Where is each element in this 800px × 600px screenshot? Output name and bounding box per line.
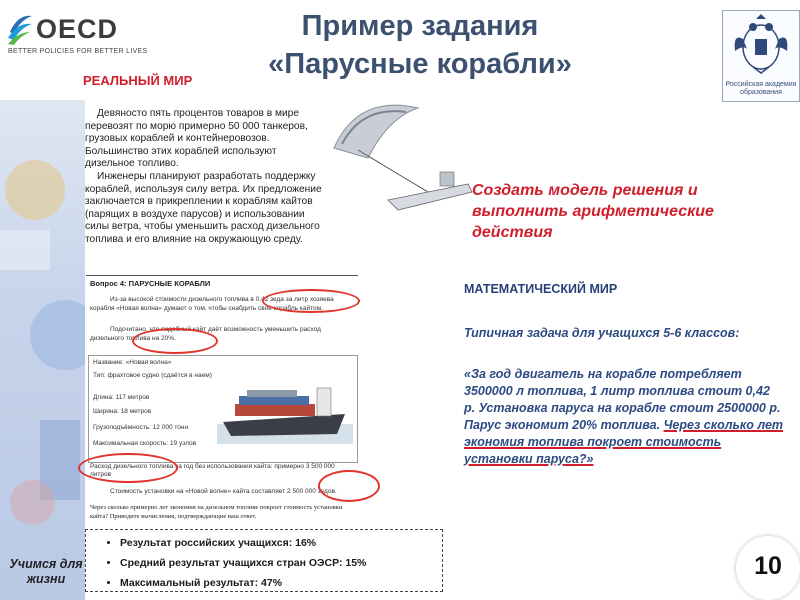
task-card-paragraph-savings: Подсчитано, что подобный кайт даёт возможность уменьшить расход дизельного топлива на 20%. <box>90 326 321 342</box>
paragraph-goods: Девяносто пять процентов товаров в мире перевозят по морю примерно 50 000 танкеров, грузовых кораблей и контейнеровозов. Большинство этих кораблей используют дизельное топливо. <box>85 108 308 170</box>
results-box <box>85 529 443 592</box>
real-world-paragraph <box>85 108 325 247</box>
container-ship-photo <box>217 374 353 444</box>
results-list <box>86 533 442 593</box>
task-card-header: Вопрос 4: ПАРУСНЫЕ КОРАБЛИ <box>90 279 211 288</box>
problem-text <box>464 366 784 468</box>
oecd-emblem-icon <box>6 12 34 46</box>
card-divider <box>86 275 358 276</box>
spec-capacity: Грузоподъёмность: 12 000 тонн <box>93 424 189 431</box>
result-russia: • Результат российских учащихся: 16% <box>120 533 442 553</box>
oecd-wordmark: OECD <box>36 14 119 44</box>
decorative-side-strip <box>0 100 85 600</box>
paragraph-engineers: Инженеры планируют разработать поддержку кораблей, используя силу ветра. Их предложение заключается в прикреплении к кораблям кайтов (парящих в воздухе парусов) и использовании силы ветра, чтобы уменьшить расход дизельного топлива и его влияние на окружающую среду. <box>85 170 322 245</box>
real-world-label: РЕАЛЬНЫЙ МИР <box>83 73 193 88</box>
slide-title-line2: «Парусные корабли» <box>268 48 572 80</box>
task-card-installation-cost: Стоимость установки на «Новой волне» кайта составляет 2 500 000 зедов. <box>110 488 337 495</box>
oecd-tagline: BETTER POLICIES FOR BETTER LIVES <box>8 48 148 55</box>
oecd-logo <box>6 8 148 60</box>
learn-for-life-label: Учимся для жизни <box>9 557 83 586</box>
academy-label: Российская академия образования <box>725 81 797 96</box>
task-card-paragraph-price: Из-за высокой стоимости дизельного топлива в 0,42 зеда за литр хозяева корабля «Новая волна» думают о том, чтобы снабдить своё корабль кайтом. <box>90 296 334 312</box>
typical-task-label: Типичная задача для учащихся 5-6 классов: <box>464 326 740 340</box>
spec-width: Ширина: 18 метров <box>93 408 152 415</box>
ship-specs-box <box>88 355 358 463</box>
slide-title-line1: Пример задания <box>301 10 539 42</box>
problem-body: «За год двигатель на корабле потребляет 3500000 л топлива, 1 литр топлива стоит 0,42 р. Установка паруса на корабле стоит 2500000 р. Парус экономит 20% топлива. <box>464 367 781 432</box>
spec-type: Тип: фрахтовое судно (сдаётся в наем) <box>93 372 212 379</box>
page-number-badge <box>736 536 800 600</box>
spec-length: Длина: 117 метров <box>93 394 150 401</box>
math-world-label: МАТЕМАТИЧЕСКИЙ МИР <box>464 282 618 296</box>
model-statement: Создать модель решения и выполнить арифметические действия <box>472 182 714 241</box>
task-card-question: Через сколько примерно лет экономия на дизельном топливе покроет стоимость установки кайта? Приведите вычисления, подтверждающие ваш ответ. <box>90 504 343 520</box>
pisa-task-card <box>86 275 358 537</box>
problem-question: Через сколько лет экономия топлива покроет стоимость установки паруса?» <box>464 418 784 466</box>
result-oecd-average: • Средний результат учащихся стран ОЭСР: 15% <box>120 553 442 573</box>
result-maximum: • Максимальный результат: 47% <box>120 573 442 593</box>
spec-max-speed: Максимальная скорость: 19 узлов <box>93 440 197 447</box>
double-headed-eagle-icon <box>723 11 799 81</box>
spec-fuel-consumption: Расход дизельного топлива за год без использования кайта: примерно 3 500 000 литров <box>90 463 335 478</box>
academy-logo <box>722 10 800 102</box>
kite-ship-photo <box>328 88 476 218</box>
page-number: 10 <box>754 552 782 580</box>
spec-name: Название: «Новая волна» <box>93 359 172 366</box>
